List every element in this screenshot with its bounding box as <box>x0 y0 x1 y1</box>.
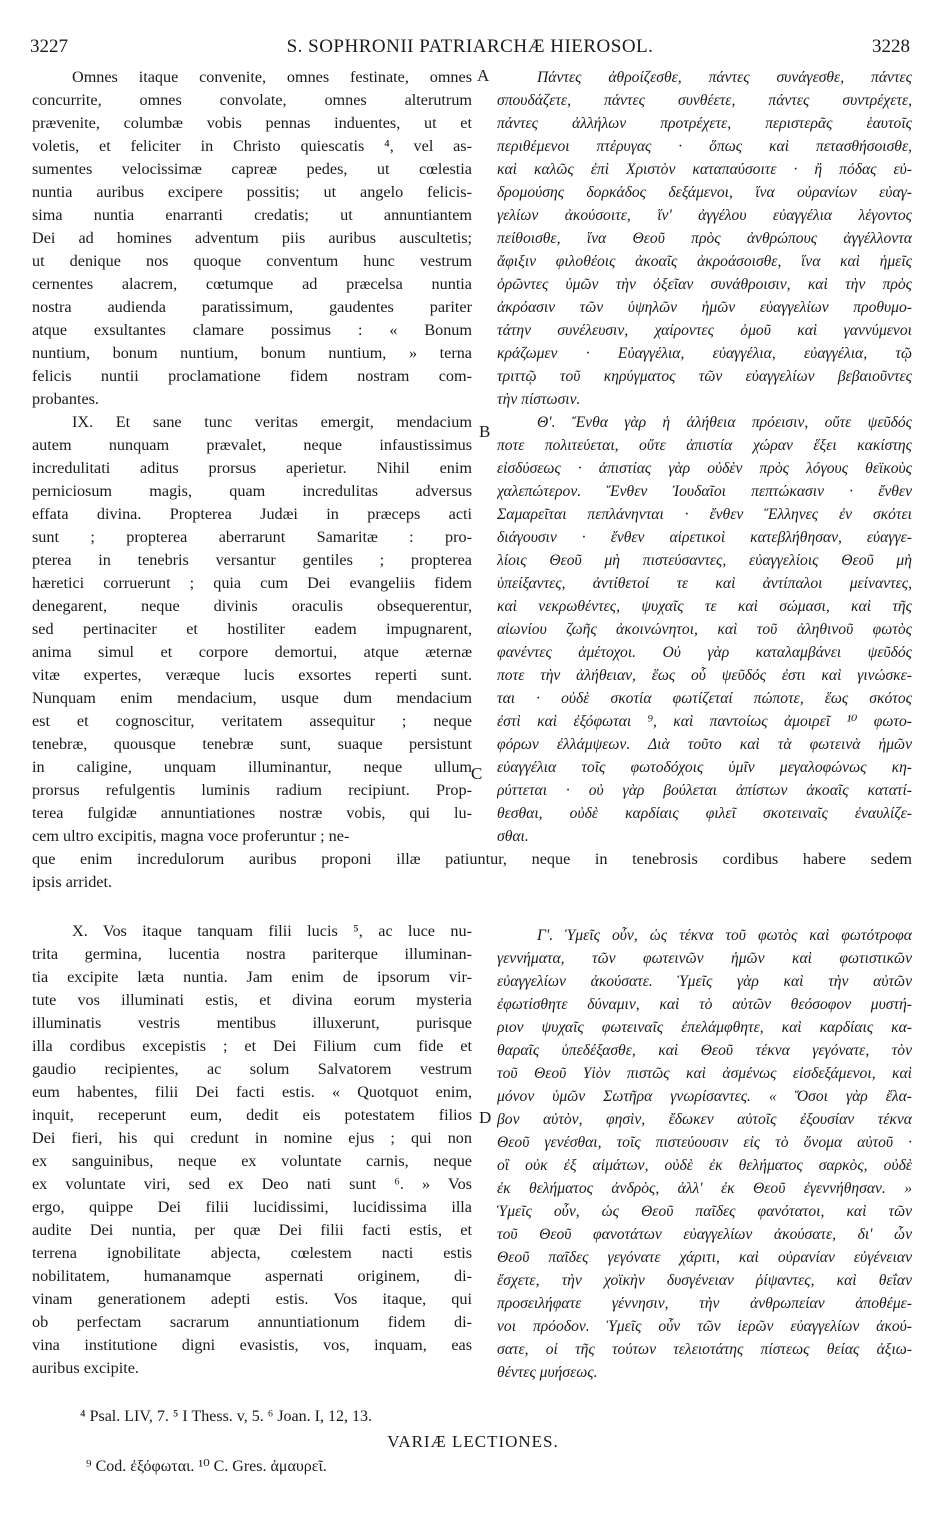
text-line: vina institutione digni evasistis, vos, inquam, eas <box>32 1336 472 1354</box>
text-line: trita germina, lucentia nostra pariterque illuminan- <box>32 945 472 963</box>
text-line: περιθέμενοι πτέρυγας · ὅπως καὶ πετασθήσοισθε, <box>497 138 912 155</box>
text-line: ρύττεται · οὐ γὰρ βούλεται ἀπίστων ἀκοαῖς κατατί- <box>497 782 912 799</box>
text-line: χαλεπώτερον. Ἔνθεν Ἰουδαῖοι πεπτώκασιν · ἔνθεν <box>497 483 912 500</box>
text-line: illa cordibus excepistis ; et Dei Filium cum fide et <box>32 1037 472 1055</box>
page-header <box>30 36 910 62</box>
text-line: ἐφωτίσθητε δύναμιν, καὶ τὸ αὐτῶν θεόσοφον μυστή- <box>497 996 912 1013</box>
text-line: Πάντες ἀθροίζεσθε, πάντες συνάγεσθε, πάντες <box>537 69 912 86</box>
text-line: X. Vos itaque tanquam filii lucis ⁵, ac luce nu- <box>72 922 472 940</box>
text-line: voletis, et feliciter in Christo quiescatis ⁴, vel as- <box>32 137 472 155</box>
text-line: τοῦ Θεοῦ Υἱὸν πιστῶς καὶ ἀσμένως εἰσδεξάμενοι, καὶ <box>497 1065 912 1082</box>
text-line: auribus excipite. <box>32 1359 139 1377</box>
text-line: αἰωνίου ζωῆς ἀκοινώνητοι, καὶ τοῦ ἀληθινοῦ φωτὸς <box>497 621 912 638</box>
text-line: tia excipite læta nuntia. Jam enim de ipsorum vir- <box>32 968 472 986</box>
text-line: τάτην συνέλευσιν, χαίροντες ὁμοῦ καὶ γαννύμενοι <box>497 322 912 339</box>
text-line: prorsus refulgentis luminis radium recipiunt. Prop- <box>32 781 472 799</box>
text-line: vinam generationem adepti estis. Vos itaque, qui <box>32 1290 472 1308</box>
text-line: nobilitatem, humanamque aspernati originem, di- <box>32 1267 472 1285</box>
text-line: denegarent, neque divinis oraculis obsequerentur, <box>32 597 472 615</box>
text-line: Σαμαρεῖται πεπλάνηνται · ἔνθεν Ἕλληνες ἐν σκότει <box>497 506 912 523</box>
variae-lectiones-heading: VARIÆ LECTIONES. <box>387 1432 559 1451</box>
text-line: illuminatis vestris mentibus illuxerunt, purisque <box>32 1014 472 1032</box>
text-line: nostra audienda paratissimum, gaudentes pariter <box>32 298 472 316</box>
text-line: τοῦ Θεοῦ φανοτάτων εὐαγγελίων ἀκούσατε, δι' ὧν <box>497 1226 912 1243</box>
text-line: nuntia auribus excipere possitis; ut angelo felicis- <box>32 183 472 201</box>
text-line: ὑπείξαντες, ἀντίθετοί τε καὶ ἀντίπαλοι μείναντες, <box>497 575 912 592</box>
text-line: ergo, quippe Dei filii lucidissimi, lucidissima illa <box>32 1198 472 1216</box>
page-number-right: 3228 <box>872 36 910 57</box>
text-line: ποτε πολιτεύεται, οὔτε ἀπιστία χώραν ἕξει κακίστης <box>497 437 912 454</box>
text-line: θαραῖς ὑπεδέξασθε, καὶ Θεοῦ τέκνα γεγόνατε, τὸν <box>497 1042 912 1059</box>
text-line: Omnes itaque convenite, omnes festinate, omnes <box>72 68 472 86</box>
text-line: φανέντες ἀμέτοχοι. Οὐ γὰρ καταλαμβάνει ψεῦδός <box>497 644 912 661</box>
latin-column-upper <box>32 66 472 848</box>
text-line: κράζωμεν · Εὐαγγέλια, εὐαγγέλια, εὐαγγέλια, τῷ <box>497 345 912 362</box>
text-line: πάντες ἀλλήλων προτρέχετε, περιστερᾶς ἑαυτοῖς <box>497 115 912 132</box>
text-line: ἄφιξιν φιλοθέοις ἀκοαῖς ἀκροάσοισθε, ἵνα καὶ ἡμεῖς <box>497 253 912 270</box>
text-line: Nunquam enim mendacium, usque dum mendacium <box>32 689 472 707</box>
text-line: σθαι. <box>497 828 529 845</box>
text-line: cernentes alacrem, cœtumque ad præcelsa nuntia <box>32 275 472 293</box>
text-line: καὶ νεκρωθέντες, ψυχαῖς τε καὶ σώμασι, καὶ τῆς <box>497 598 912 615</box>
greek-column-lower <box>497 924 912 1384</box>
text-line: sima nuntia enarranti credatis; ut annuntiantem <box>32 206 472 224</box>
text-line: ex voluntate viri, sed ex Deo nati sunt ⁶. » Vos <box>32 1175 472 1193</box>
text-line: εὐαγγέλια τοῖς φωτοδόχοις ὑμῖν μεγαλοφώνως κη- <box>497 759 912 776</box>
text-line: μόνον ὑμῶν Σωτῆρα γνωρίσαντες. « Ὅσοι γὰρ ἔλα- <box>497 1088 912 1105</box>
text-line: ται · οὐδὲ σκοτία φωτίζεταί πώποτε, ἕως σκότος <box>497 690 912 707</box>
text-line: sed pertinaciter et hostiliter eadem impugnarent, <box>32 620 472 638</box>
page-number-left: 3227 <box>30 36 68 57</box>
text-line: que enim incredulorum auribus proponi illæ patiuntur, neque in tenebrosis cordibus habere sedem <box>32 850 912 868</box>
text-line: διάγουσιν · ἔνθεν αἱρετικοὶ κατεβλήθησαν, εὐαγγε- <box>497 529 912 546</box>
text-line: θεσθαι, οὐδὲ καρδίαις φιλεῖ σκοτειναῖς ἐναυλίζε- <box>497 805 912 822</box>
full-width-continuation <box>32 848 912 894</box>
text-line: εὐαγγελίων ἀκούσατε. Ὑμεῖς γὰρ καὶ τὴν αὐτῶν <box>497 973 912 990</box>
text-line: IX. Et sane tunc veritas emergit, mendacium <box>72 413 472 431</box>
text-line: προσειλήφατε γέννησιν, τὴν ἀνθρωπείαν ἀποθέμε- <box>497 1295 912 1312</box>
text-line: Dei ad homines adventum piis auribus auscultetis; <box>32 229 472 247</box>
text-line: τὴν πίστωσιν. <box>497 391 581 408</box>
text-line: ex sanguinibus, neque ex voluntate carnis, neque <box>32 1152 472 1170</box>
text-line: νοι πρόοδον. Ὑμεῖς οὖν τῶν ἱερῶν εὐαγγελίων ἀκού- <box>497 1318 912 1335</box>
margin-letter-c: C <box>471 764 483 783</box>
text-line: ut denique nos quoque conventum hunc vestrum <box>32 252 472 270</box>
text-line: est et cognoscitur, veritatem assequitur ; neque <box>32 712 472 730</box>
text-line: Ὑμεῖς οὖν, ὡς Θεοῦ παῖδες φανότατοι, καὶ τῶν <box>497 1203 912 1220</box>
text-line: probantes. <box>32 390 99 408</box>
text-line: inquit, receperunt eum, dedit eis potestatem filios <box>32 1106 472 1124</box>
text-line: sunt ; propterea aberrarunt Samaritæ : pro- <box>32 528 472 546</box>
text-line: gaudio recipientes, ac solum Salvatorem vestrum <box>32 1060 472 1078</box>
text-line: ἀκρόασιν τῶν ὑψηλῶν ἡμῶν εὐαγγελίων προθυμο- <box>497 299 912 316</box>
text-line: πείθοισθε, ἵνα Θεοῦ πρὸς ἀνθρώπους ἀγγέλλοντα <box>497 230 912 247</box>
text-line: τριττῷ τοῦ κηρύγματος τῶν εὐαγγελίων βεβαιοῦντες <box>497 368 912 385</box>
text-line: nuntium, bonum nuntium, bonum nuntium, » terna <box>32 344 472 362</box>
margin-letter-b: B <box>479 422 491 441</box>
text-line: in caligine, unquam illuminantur, neque ullum <box>32 758 472 776</box>
greek-column-upper <box>497 66 912 848</box>
text-line: anima simul et corpore demortui, atque æternæ <box>32 643 472 661</box>
text-line: δρομούσης δορκάδος δεξάμενοι, ἵνα οὐρανίων εὐαγ- <box>497 184 912 201</box>
latin-column-lower <box>32 920 472 1380</box>
text-line: φόρων ἐλλάμψεων. Διὰ τοῦτο καὶ τὰ φωτεινὰ ἡμῶν <box>497 736 912 753</box>
text-line: tenebræ, quousque tenebræ sunt, suaque persistunt <box>32 735 472 753</box>
text-line: γελίων ἀκούσοιτε, ἵν' ἀγγέλου εὐαγγέλια λέγοντος <box>497 207 912 224</box>
text-line: ἐστὶ καὶ ἐξόφωται ⁹, καὶ παντοίως ἀμοιρεῖ ¹⁰ φωτο- <box>497 713 912 730</box>
text-line: ob perfectam sacrarum annuntiationum fidem di- <box>32 1313 472 1331</box>
footnotes: ⁴ Psal. LIV, 7. ⁵ I Thess. v, 5. ⁶ Joan. I, 12, 13. <box>80 1408 372 1425</box>
text-line: ποτε τὴν ἀλήθειαν, ἕως οὗ ψεῦδός ἐστι καὶ γινώσκε- <box>497 667 912 684</box>
text-line: terrena ignobilitate abjecta, cœlestem nacti estis <box>32 1244 472 1262</box>
text-line: Θ'. Ἔνθα γὰρ ἡ ἀλήθεια πρόεισιν, οὔτε ψεῦδός <box>537 414 912 431</box>
text-line: θέντες μυήσεως. <box>497 1364 598 1381</box>
margin-letter-a: A <box>477 66 490 85</box>
text-line: concurrite, omnes convolate, omnes alterutrum <box>32 91 472 109</box>
text-line: atque exsultantes clamare possimus : « Bonum <box>32 321 472 339</box>
text-line: tute vos illuminati estis, et divina eorum mysteria <box>32 991 472 1009</box>
text-line: Θεοῦ γενέσθαι, τοῖς πιστεύουσιν εἰς τὸ ὄνομα αὐτοῦ · <box>497 1134 912 1151</box>
text-line: ριον ψυχαῖς φωτειναῖς ἐπελάμφθητε, καὶ καρδίαις κα- <box>497 1019 912 1036</box>
text-line: Γ'. Ὑμεῖς οὖν, ὡς τέκνα τοῦ φωτὸς καὶ φωτότροφα <box>537 927 912 944</box>
text-line: eum habentes, filii Dei facti estis. « Quotquot enim, <box>32 1083 472 1101</box>
text-line: felicis nuntii proclamatione fidem nostram com- <box>32 367 472 385</box>
text-line: βον αὐτὸν, φησὶν, ἔδωκεν αὐτοῖς ἐξουσίαν τέκνα <box>497 1111 912 1128</box>
text-line: οἳ οὐκ ἐξ αἱμάτων, οὐδὲ ἐκ θελήματος σαρκὸς, οὐδὲ <box>497 1157 912 1174</box>
text-line: ἔσχετε, τὴν χοϊκὴν δυσγένειαν ῥίψαντες, καὶ θεΐαν <box>497 1272 912 1289</box>
text-line: prævenite, columbæ vobis pennas induentes, ut et <box>32 114 472 132</box>
text-line: autem nunquam prævalet, neque infaustissimus <box>32 436 472 454</box>
text-line: incredulitati aditus prorsus aperietur. Nihil enim <box>32 459 472 477</box>
variae-lectiones-notes: ⁹ Cod. ἐξόφωται. ¹⁰ C. Gres. ἀμαυρεῖ. <box>86 1458 327 1475</box>
text-line: audite Dei nuntia, per quæ Dei filii facti estis, et <box>32 1221 472 1239</box>
text-line: καὶ καλῶς ἐπὶ Χριστὸν καταπαύσοιτε · ἢ πόδας εὐ- <box>497 161 912 178</box>
text-line: terea fulgidæ annuntiationes nostræ vobis, qui lu- <box>32 804 472 822</box>
text-line: ἐκ θελήματος ἀνδρὸς, ἀλλ' ἐκ Θεοῦ ἐγεννήθησαν. » <box>497 1180 912 1197</box>
text-line: sumentes velocissimæ capreæ pedes, ut cœlestia <box>32 160 472 178</box>
text-line: Dei fieri, his qui credunt in nomine ejus ; qui non <box>32 1129 472 1147</box>
text-line: vitæ expertes, veræque lucis exsortes reperti sunt. <box>32 666 472 684</box>
margin-letter-d: D <box>479 1108 492 1127</box>
text-line: effata divina. Propterea Judæi in præceps acti <box>32 505 472 523</box>
text-line: cem ultro excipitis, magna voce proferuntur ; ne- <box>32 827 350 845</box>
text-line: perniciosum magis, quam incredulitas adversus <box>32 482 472 500</box>
text-line: ὁρῶντες ὑμῶν τὴν ὀξεῖαν συνάθροισιν, καὶ τὴν πρὸς <box>497 276 912 293</box>
text-line: σπουδάζετε, πάντες συνθέετε, πάντες συντρέχετε, <box>497 92 912 109</box>
running-title: S. SOPHRONII PATRIARCHÆ HIEROSOL. <box>286 36 654 57</box>
text-line: σατε, οἱ τῆς τούτων τελειοτάτης πίστεως θείας ἀξιω- <box>497 1341 912 1358</box>
text-line: ipsis arridet. <box>32 873 113 891</box>
text-line: εἰσδύσεως · ἀπιστίας γὰρ οὐδὲν πρὸς λόγους θεϊκοὺς <box>497 460 912 477</box>
text-line: pterea in tenebris versantur gentiles ; propterea <box>32 551 472 569</box>
text-line: γεννήματα, τῶν φωτεινῶν ἡμῶν καὶ φωτιστικῶν <box>497 950 912 967</box>
text-line: hæretici corruerunt ; quia cum Dei evangeliis fidem <box>32 574 472 592</box>
text-line: Θεοῦ παῖδες γεγόνατε χάριτι, καὶ οὐρανίαν εὐγένειαν <box>497 1249 912 1266</box>
text-line: λίοις Θεοῦ μὴ πιστεύσαντες, εὐαγγελίοις Θεοῦ μὴ <box>497 552 912 569</box>
